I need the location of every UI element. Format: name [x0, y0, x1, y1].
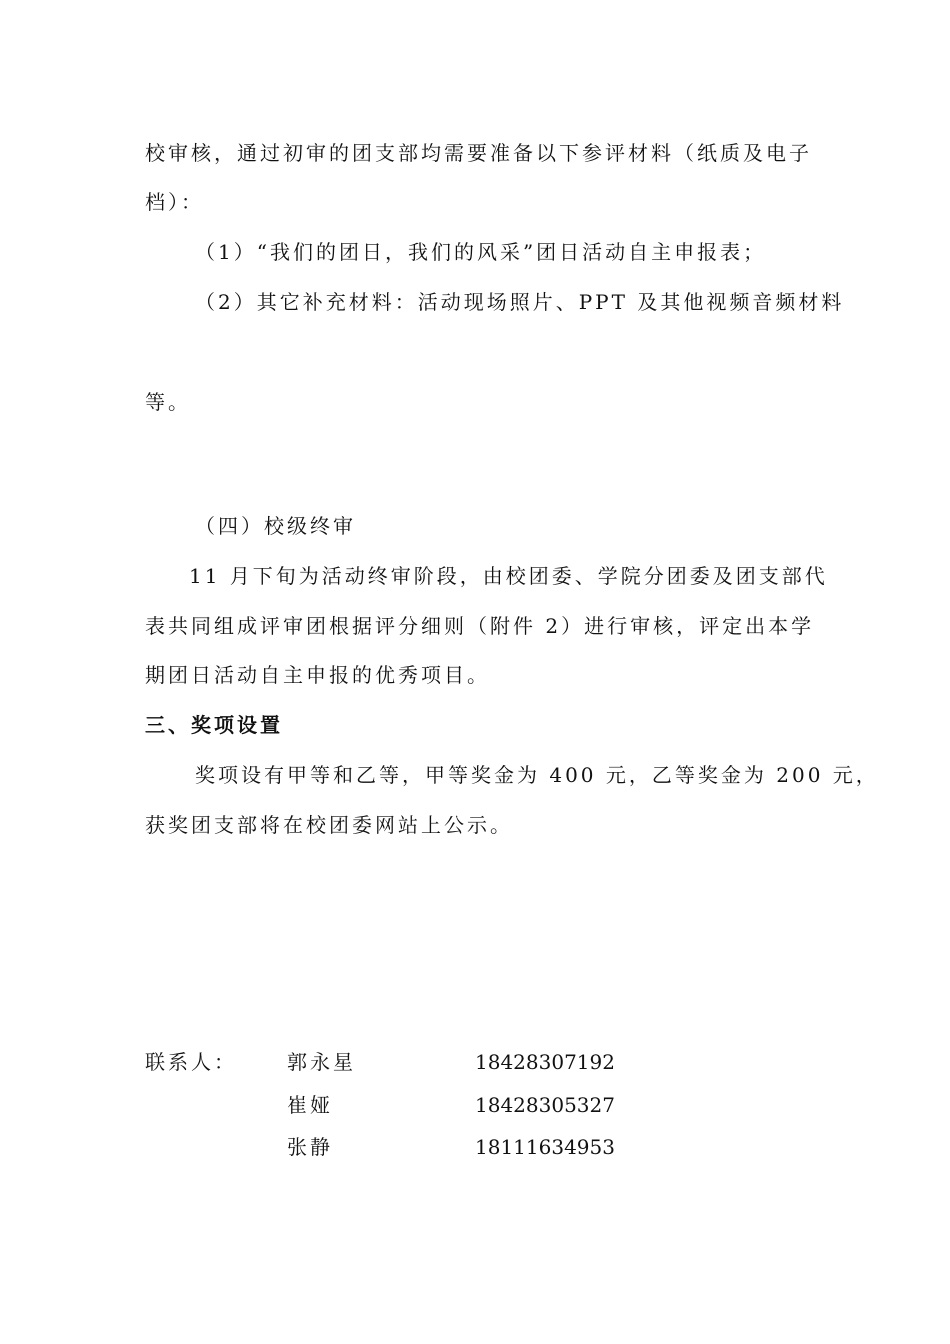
paragraph-line: 等。	[145, 390, 191, 414]
contact-phone: 18111634953	[475, 1135, 615, 1159]
paragraph-line: 获奖团支部将在校团委网站上公示。	[145, 813, 513, 837]
contact-row	[287, 1093, 707, 1117]
section-heading: 三、奖项设置	[145, 713, 283, 737]
contact-phone: 18428305327	[475, 1093, 615, 1117]
contacts-label: 联系人：	[145, 1050, 237, 1074]
paragraph-line: 奖项设有甲等和乙等，甲等奖金为 400 元，乙等奖金为 200 元，	[195, 763, 879, 787]
paragraph-line: 校审核，通过初审的团支部均需要准备以下参评材料（纸质及电子	[145, 141, 812, 165]
paragraph-line: 表共同组成评审团根据评分细则（附件 2）进行审核，评定出本学	[145, 614, 815, 638]
paragraph-line: 档）：	[145, 190, 204, 214]
contact-row	[287, 1135, 707, 1159]
paragraph-line: 11 月下旬为活动终审阶段，由校团委、学院分团委及团支部代	[189, 564, 828, 588]
contact-name: 崔娅	[287, 1093, 333, 1117]
section-heading: （四）校级终审	[195, 514, 356, 538]
list-item: （1）“我们的团日，我们的风采”团日活动自主申报表；	[195, 240, 767, 264]
paragraph-line: 期团日活动自主申报的优秀项目。	[145, 663, 490, 687]
contact-row	[287, 1050, 707, 1074]
list-item: （2）其它补充材料：活动现场照片、PPT 及其他视频音频材料	[195, 290, 845, 314]
contact-name: 郭永星	[287, 1050, 356, 1074]
contact-name: 张静	[287, 1135, 333, 1159]
contact-phone: 18428307192	[475, 1050, 615, 1074]
